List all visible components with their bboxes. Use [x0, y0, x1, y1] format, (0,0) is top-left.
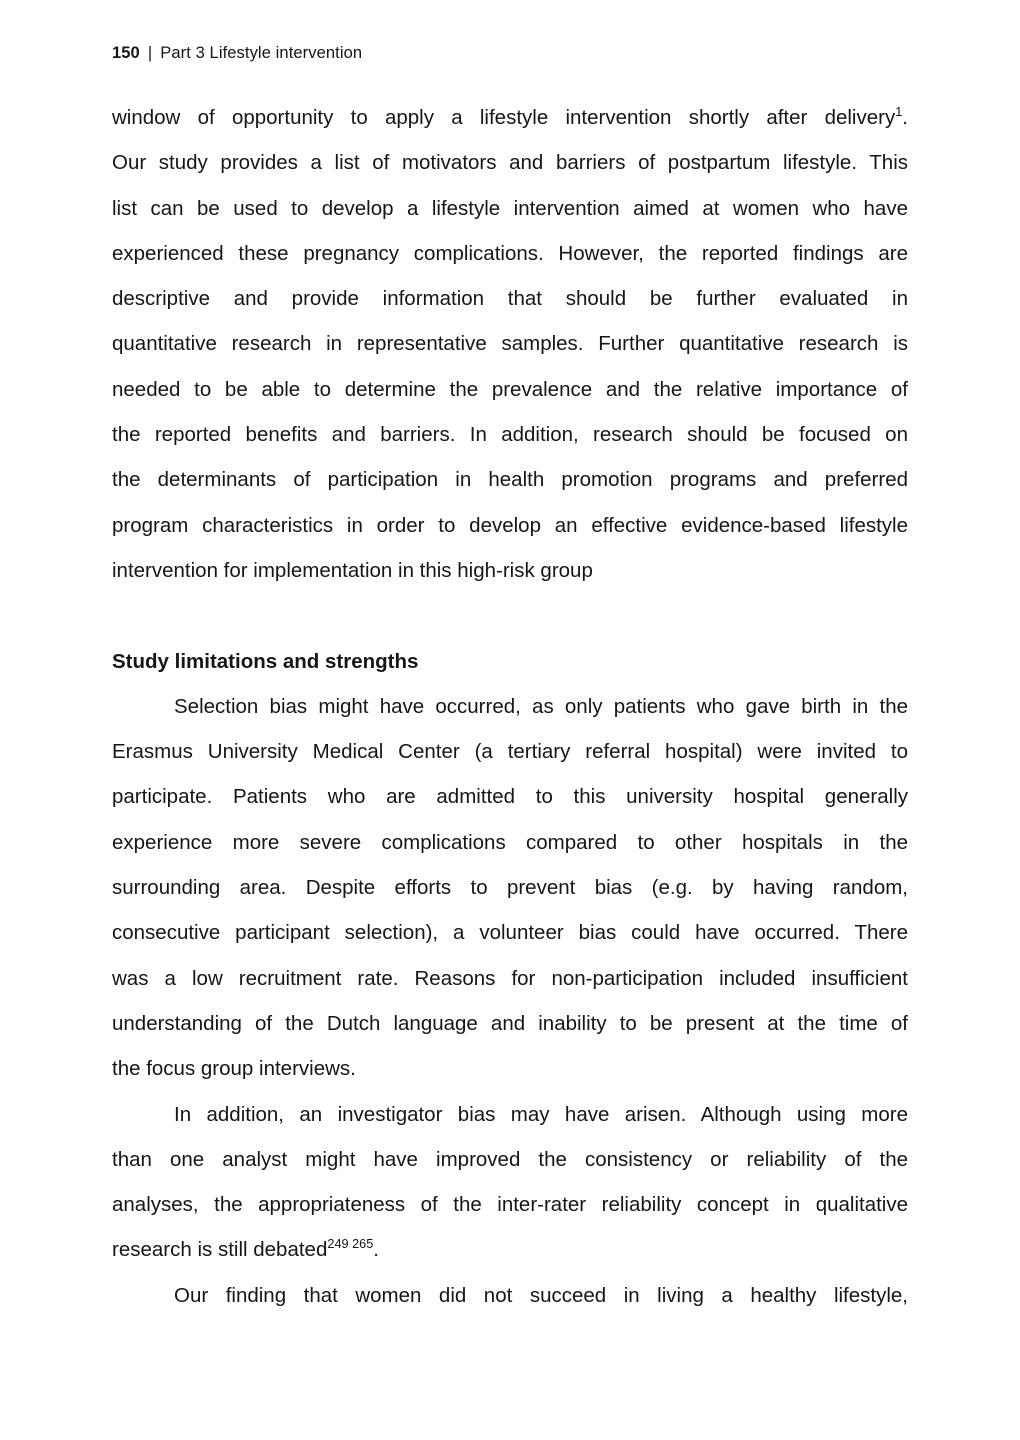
text-line: experienced these pregnancy complications. However, the reported findings are [112, 241, 908, 265]
text-line: Our study provides a list of motivators and barriers of postpartum lifestyle. This [112, 151, 908, 175]
text-line: was a low recruitment rate. Reasons for non-participation included insufficient [112, 966, 908, 990]
paragraph [112, 95, 908, 593]
section-heading: Study limitations and strengths [112, 649, 419, 673]
text-line: window of opportunity to apply a lifestyle intervention shortly after delivery$^1$. [112, 104, 908, 129]
page-number: 150 [112, 44, 140, 62]
text-line: the determinants of participation in health promotion programs and preferred [112, 468, 908, 492]
text-line: descriptive and provide information that should be further evaluated in [112, 287, 908, 311]
text-line: intervention for implementation in this high-risk group [112, 558, 593, 582]
text-line: analyses, the appropriateness of the inter-rater reliability concept in qualitative [112, 1193, 908, 1217]
text-line: participate. Patients who are admitted to this university hospital generally [112, 785, 908, 809]
page-header [112, 44, 362, 63]
text-line: the focus group interviews. [112, 1057, 356, 1081]
reference-superscript: 249 265 [327, 1236, 374, 1252]
text-line: program characteristics in order to develop an effective evidence-based lifestyle [112, 513, 908, 537]
text-line: understanding of the Dutch language and inability to be present at the time of [112, 1011, 908, 1035]
text-line: quantitative research in representative samples. Further quantitative research is [112, 332, 908, 356]
page-content [112, 95, 908, 1318]
vertical-spacer [112, 593, 908, 638]
text-line: Our finding that women did not succeed in living a healthy lifestyle, [174, 1283, 908, 1307]
paragraph [112, 1273, 908, 1318]
text-line: Selection bias might have occurred, as only patients who gave birth in the [174, 694, 908, 718]
paragraph [112, 1092, 908, 1273]
text-line: consecutive participant selection), a volunteer bias could have occurred. There [112, 921, 908, 945]
text-line: the reported benefits and barriers. In addition, research should be focused on [112, 423, 908, 447]
text-line: surrounding area. Despite efforts to prevent bias (e.g. by having random, [112, 876, 908, 900]
text-line: In addition, an investigator bias may have arisen. Although using more [174, 1102, 908, 1126]
text-line: needed to be able to determine the prevalence and the relative importance of [112, 377, 908, 401]
paragraph [112, 684, 908, 1092]
text-line: Erasmus University Medical Center (a tertiary referral hospital) were invited to [112, 740, 908, 764]
text-line: list can be used to develop a lifestyle intervention aimed at women who have [112, 196, 908, 220]
header-separator: | [147, 44, 153, 62]
text-line: than one analyst might have improved the consistency or reliability of the [112, 1147, 908, 1171]
text-line: experience more severe complications compared to other hospitals in the [112, 830, 908, 854]
reference-superscript: 1 [895, 104, 903, 120]
text-line: research is still debated$^{249 265}$. [112, 1236, 379, 1262]
header-section-title: Part 3 Lifestyle intervention [160, 44, 363, 62]
